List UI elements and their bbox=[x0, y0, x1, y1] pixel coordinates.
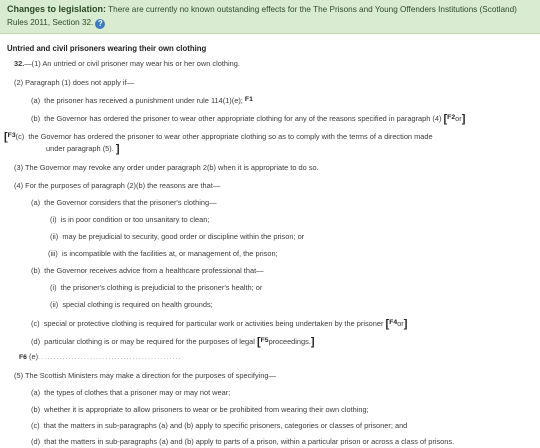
changes-banner-lead: Changes to legislation: bbox=[7, 4, 107, 14]
amendment-bracket-close: ] bbox=[461, 113, 466, 125]
paragraph-4b-text: the Governor receives advice from a healthcare professional that— bbox=[44, 266, 264, 275]
paragraph-4a-i bbox=[50, 215, 209, 225]
section-heading: Untried and civil prisoners wearing their own clothing bbox=[7, 44, 207, 53]
paragraph-4a-iii-text: is incompatible with the facilities at, or management of, the prison; bbox=[61, 249, 278, 258]
paragraph-2c-text-continued: under paragraph (5). bbox=[46, 144, 114, 153]
paragraph-4c-label: (c) bbox=[31, 319, 40, 328]
changes-banner bbox=[0, 0, 540, 34]
footnote-link-f2[interactable]: F2 bbox=[447, 114, 456, 121]
footnote-link-f5[interactable]: F5 bbox=[260, 337, 269, 344]
paragraph-4b bbox=[31, 266, 264, 276]
paragraph-2c-text: the Governor has ordered the prisoner to wear other appropriate clothing so as to comply with the terms of a direction made bbox=[28, 132, 433, 141]
paragraph-2c bbox=[4, 131, 433, 142]
repealed-dots: ............................................... bbox=[38, 352, 182, 361]
paragraph-4c bbox=[31, 318, 407, 329]
paragraph-4d-tail: proceedings. bbox=[268, 337, 311, 346]
paragraph-4a-i-text: is in poor condition or too unsanitary to clean; bbox=[60, 215, 210, 224]
paragraph-5b-text: whether it is appropriate to allow prisoners to wear or be prohibited from wearing their own clothing; bbox=[44, 405, 369, 414]
paragraph-5c-text: that the matters in sub-paragraphs (a) and (b) apply to specific prisoners, categories or classes of prisoner; and bbox=[43, 421, 408, 430]
paragraph-5c bbox=[31, 421, 407, 431]
paragraph-4a bbox=[31, 198, 216, 208]
paragraph-5a bbox=[31, 388, 230, 398]
help-icon[interactable]: ? bbox=[95, 19, 105, 29]
paragraph-2b bbox=[31, 113, 465, 124]
paragraph-4c-tail: or bbox=[397, 319, 404, 328]
paragraph-4a-i-label: (i) bbox=[50, 215, 57, 224]
paragraph-4a-ii-label: (ii) bbox=[50, 232, 59, 241]
paragraph-4a-ii bbox=[50, 232, 304, 242]
amendment-bracket-open: [ bbox=[443, 113, 448, 125]
footnote-link-f6[interactable]: F6 bbox=[19, 354, 27, 361]
paragraph-4b-i-label: (i) bbox=[50, 283, 57, 292]
footnote-link-f1[interactable]: F1 bbox=[244, 96, 253, 103]
footnote-link-f3[interactable]: F3 bbox=[7, 132, 16, 139]
paragraph-4: (4) For the purposes of paragraph (2)(b) the reasons are that— bbox=[14, 181, 221, 190]
amendment-bracket-open: [ bbox=[385, 318, 390, 330]
paragraph-1-text: —(1) An untried or civil prisoner may wear his or her own clothing. bbox=[24, 59, 240, 68]
amendment-bracket-close: ] bbox=[115, 143, 120, 155]
paragraph-4a-iii bbox=[48, 249, 278, 259]
paragraph-4a-iii-label: (iii) bbox=[48, 249, 58, 258]
footnote-link-f4[interactable]: F4 bbox=[389, 319, 398, 326]
paragraph-4a-text: the Governor considers that the prisoner's clothing— bbox=[44, 198, 217, 207]
paragraph-3: (3) The Governor may revoke any order under paragraph 2(b) when it is appropriate to do so. bbox=[14, 163, 319, 172]
paragraph-2b-text: the Governor has ordered the prisoner to wear other appropriate clothing for any of the reasons specified in paragraph (4) bbox=[44, 114, 442, 123]
paragraph-5b bbox=[31, 405, 369, 415]
paragraph-2a bbox=[31, 95, 253, 106]
paragraph-4d-text: particular clothing is or may be required for the purposes of legal bbox=[44, 337, 255, 346]
paragraph-4e-repealed bbox=[19, 352, 182, 363]
section-number: 32. bbox=[14, 59, 25, 68]
paragraph-5d-label: (d) bbox=[31, 437, 41, 446]
paragraph-4b-ii bbox=[50, 300, 213, 310]
amendment-bracket-close: ] bbox=[310, 336, 315, 348]
paragraph-4b-label: (b) bbox=[31, 266, 41, 275]
paragraph-4b-ii-label: (ii) bbox=[50, 300, 59, 309]
paragraph-4a-label: (a) bbox=[31, 198, 41, 207]
paragraph-5d bbox=[31, 437, 454, 447]
amendment-bracket-close: ] bbox=[403, 318, 408, 330]
paragraph-4b-i bbox=[50, 283, 262, 293]
amendment-bracket-open: [ bbox=[256, 336, 261, 348]
paragraph-5d-text: that the matters in sub-paragraphs (a) and (b) apply to parts of a prison, within a particular prison or across a class of prisons. bbox=[44, 437, 455, 446]
paragraph-4a-ii-text: may be prejudicial to security, good order or discipline within the prison; or bbox=[62, 232, 305, 241]
paragraph-4c-text: special or protective clothing is required for particular work or activities being undertaken by the prisoner bbox=[43, 319, 384, 328]
paragraph-4e-label: (e) bbox=[29, 352, 39, 361]
paragraph-2b-label: (b) bbox=[31, 114, 41, 123]
paragraph-4d-label: (d) bbox=[31, 337, 41, 346]
paragraph-2c-label: (c) bbox=[15, 132, 25, 141]
paragraph-4d bbox=[31, 336, 315, 347]
paragraph-2b-tail: or bbox=[455, 114, 462, 123]
paragraph-2a-text: the prisoner has received a punishment under rule 114(1)(e); bbox=[44, 96, 243, 105]
paragraph-5: (5) The Scottish Ministers may make a direction for the purposes of specifying— bbox=[14, 371, 276, 380]
changes-banner-body: There are currently no known outstanding effects for the The Prisons and Young Offenders Institutions (Scotland) Rules 2011, Section 32. bbox=[7, 5, 517, 27]
paragraph-5a-text: the types of clothes that a prisoner may or may not wear; bbox=[44, 388, 231, 397]
paragraph-2: (2) Paragraph (1) does not apply if— bbox=[14, 78, 134, 87]
paragraph-5c-label: (c) bbox=[31, 421, 40, 430]
paragraph-5a-label: (a) bbox=[31, 388, 41, 397]
changes-banner-text bbox=[7, 3, 535, 29]
paragraph-2c-continued bbox=[46, 144, 120, 154]
paragraph-2a-label: (a) bbox=[31, 96, 41, 105]
amendment-bracket-open: [ bbox=[4, 131, 8, 143]
paragraph-4b-i-text: the prisoner's clothing is prejudicial to the prisoner's health; or bbox=[60, 283, 263, 292]
paragraph-5b-label: (b) bbox=[31, 405, 41, 414]
paragraph-4b-ii-text: special clothing is required on health grounds; bbox=[62, 300, 213, 309]
paragraph-1 bbox=[14, 59, 240, 69]
